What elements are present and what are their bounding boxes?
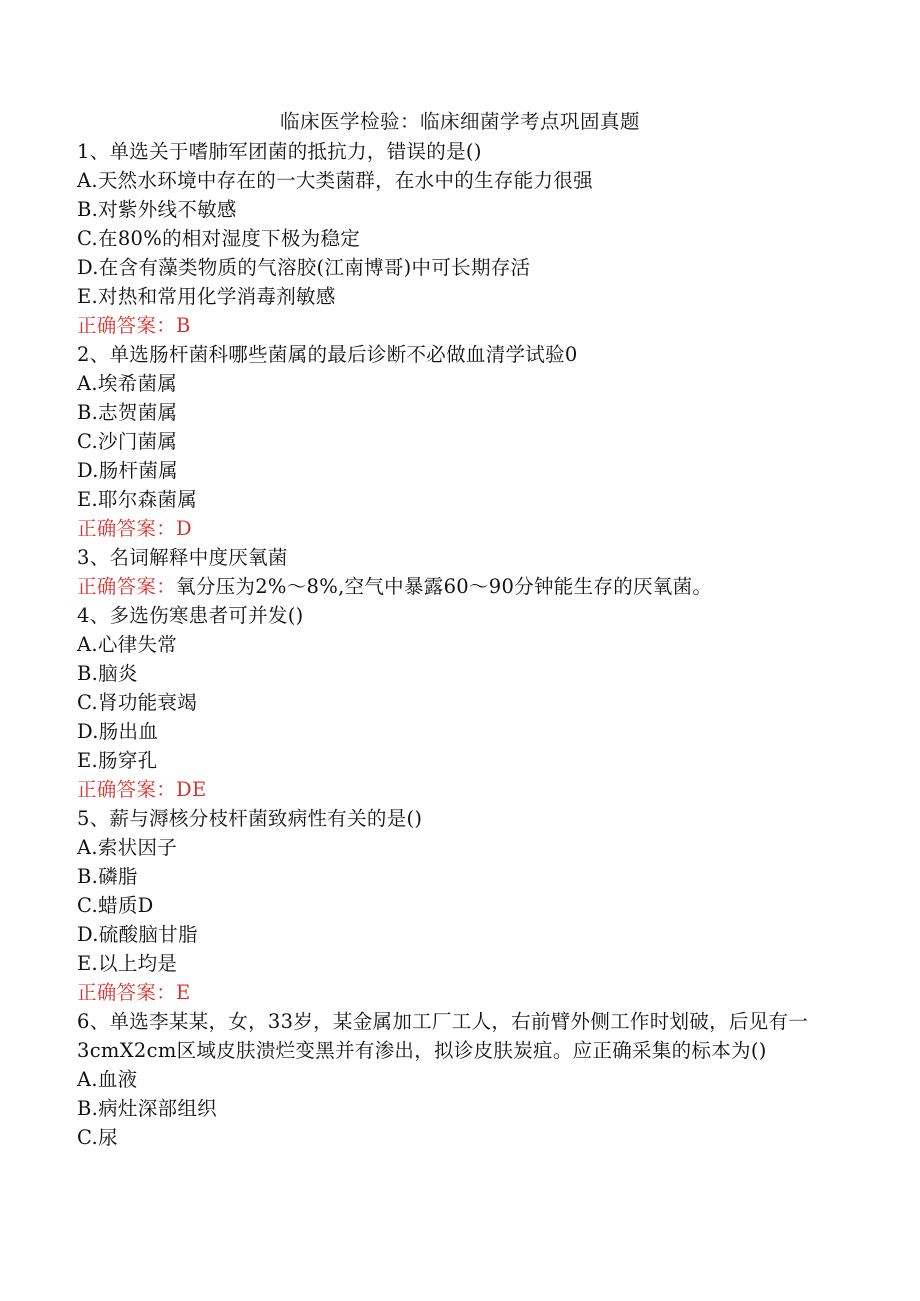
question-list <box>77 137 837 1152</box>
answer-line <box>77 514 837 543</box>
answer-value: B <box>176 314 191 337</box>
question-option: B.志贺菌属 <box>77 401 178 424</box>
question-option: D.硫酸脑甘脂 <box>77 923 198 946</box>
answer-line <box>77 311 837 340</box>
answer-label: 正确答案： <box>77 517 177 540</box>
answer-value: DE <box>176 778 207 801</box>
question-stem: 5、薪与溽核分枝杆菌致病性有关的是() <box>77 807 423 830</box>
question-stem: 6、单选李某某，女，33岁，某金属加工厂工人，右前臂外侧工作时划破，后见有一3cmX2cm区域皮肤溃烂变黑并有渗出，拟诊皮肤炭疽。应正确采集的标本为() <box>77 1010 809 1062</box>
question-option: E.肠穿孔 <box>77 749 158 772</box>
question-option: D.肠杆菌属 <box>77 459 178 482</box>
answer-line <box>77 572 837 601</box>
answer-value: E <box>176 981 191 1004</box>
answer-label: 正确答案： <box>77 314 177 337</box>
question-option: C.蜡质D <box>77 894 154 917</box>
question-option: C.尿 <box>77 1126 118 1149</box>
question-option: A.血液 <box>77 1068 138 1091</box>
question-option: E.对热和常用化学消毒剂敏感 <box>77 285 336 308</box>
question-option: B.病灶深部组织 <box>77 1097 217 1120</box>
answer-value: 氧分压为2%～8%,空气中暴露60～90分钟能生存的厌氧菌。 <box>176 575 713 598</box>
question-option: E.以上均是 <box>77 952 178 975</box>
question-option: A.埃希菌属 <box>77 372 178 395</box>
question-option: D.在含有藻类物质的气溶胶(江南博哥)中可长期存活 <box>77 256 531 279</box>
question-stem: 2、单选肠杆菌科哪些菌属的最后诊断不必做血清学试验0 <box>77 343 578 366</box>
question-option: B.对紫外线不敏感 <box>77 198 237 221</box>
answer-value: D <box>176 517 192 540</box>
question-option: B.磷脂 <box>77 865 138 888</box>
question-option: A.索状因子 <box>77 836 178 859</box>
answer-label: 正确答案： <box>77 778 177 801</box>
question-option: A.心律失常 <box>77 633 178 656</box>
question-option: C.沙门菌属 <box>77 430 178 453</box>
answer-line <box>77 978 837 1007</box>
question-option: B.脑炎 <box>77 662 138 685</box>
answer-label: 正确答案： <box>77 981 177 1004</box>
question-stem: 3、名词解释中度厌氧菌 <box>77 546 288 569</box>
document-title: 临床医学检验：临床细菌学考点巩固真题 <box>279 110 640 133</box>
question-option: D.肠出血 <box>77 720 159 743</box>
question-stem: 1、单选关于嗜肺军团菌的抵抗力，错误的是() <box>77 140 482 163</box>
question-option: C.在80%的相对湿度下极为稳定 <box>77 227 361 250</box>
question-option: E.耶尔森菌属 <box>77 488 198 511</box>
answer-line <box>77 775 837 804</box>
question-stem: 4、多选伤寒患者可并发() <box>77 604 304 627</box>
question-option: A.天然水环境中存在的一大类菌群，在水中的生存能力很强 <box>77 169 593 192</box>
answer-label: 正确答案： <box>77 575 177 598</box>
question-option: C.肾功能衰竭 <box>77 691 198 714</box>
